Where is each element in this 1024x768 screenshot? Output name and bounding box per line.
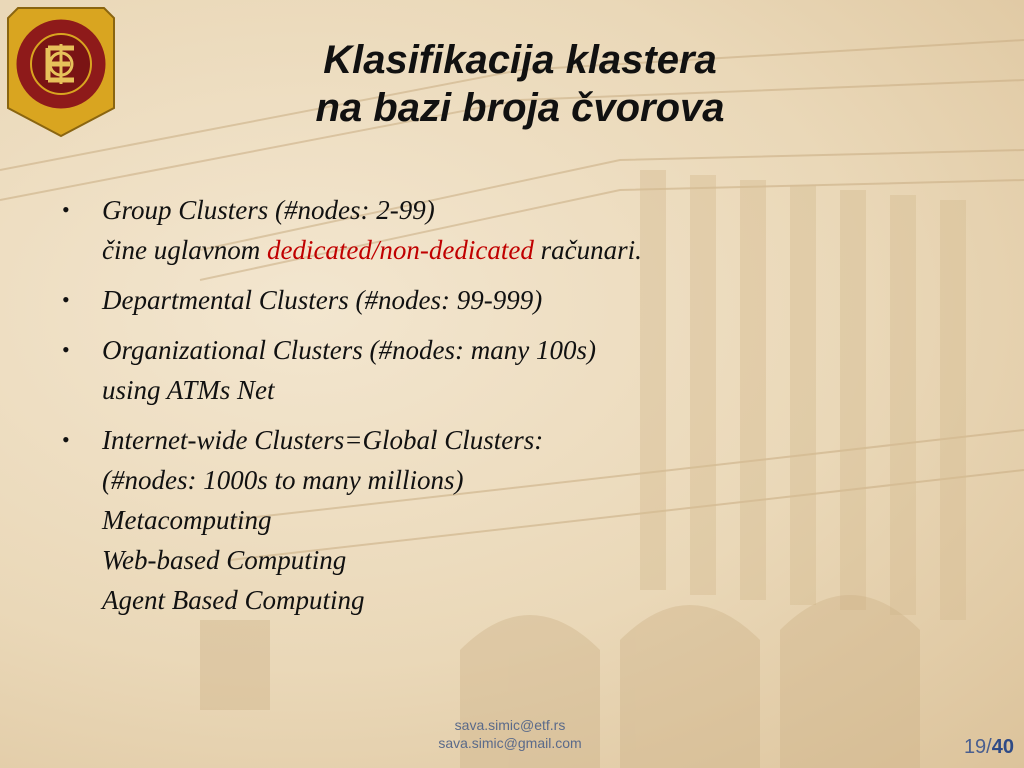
bullet-text: Group Clusters (#nodes: 2-99): [102, 195, 435, 225]
bullet-subtext-pre: čine uglavnom: [102, 235, 267, 265]
slide-title: [170, 36, 870, 132]
bullet-icon: •: [62, 427, 70, 452]
bullet-text: Departmental Clusters (#nodes: 99-999): [102, 285, 543, 315]
bullet-icon: •: [62, 287, 70, 312]
faculty-logo: [4, 4, 118, 140]
title-line-2: na bazi broja čvorova: [315, 86, 725, 130]
bullet-icon: •: [62, 197, 70, 222]
highlight-text: dedicated/non-dedicated: [266, 235, 534, 265]
bullet-subtext: (#nodes: 1000s to many millions): [102, 465, 464, 495]
footer-emails: [400, 716, 620, 752]
bullet-subtext: [102, 230, 956, 270]
bullet-item-internet-wide-clusters: [56, 420, 956, 620]
bullet-text: Organizational Clusters (#nodes: many 100s): [102, 335, 596, 365]
bullet-item-departmental-clusters: [56, 280, 956, 320]
page-current: 19/: [963, 736, 992, 758]
bullet-list: [56, 190, 956, 630]
faculty-emblem-icon: [8, 8, 114, 136]
bullet-text: Internet-wide Clusters=Global Clusters:: [102, 425, 544, 455]
bullet-subtext: Web-based Computing: [102, 545, 347, 575]
page-number: [964, 736, 1014, 759]
title-line-1: Klasifikacija klastera: [323, 38, 717, 82]
bullet-subtext: Metacomputing: [102, 505, 272, 535]
bullet-subtext: Agent Based Computing: [102, 585, 365, 615]
bullet-icon: •: [62, 337, 70, 362]
bullet-subtext: using ATMs Net: [102, 375, 275, 405]
bullet-item-organizational-clusters: [56, 330, 956, 410]
footer-email-2: sava.simic@gmail.com: [438, 735, 582, 751]
bullet-subtext-post: računari.: [533, 235, 642, 265]
footer-email-1: sava.simic@etf.rs: [454, 717, 566, 733]
bullet-item-group-clusters: [56, 190, 956, 270]
page-total: 40: [991, 736, 1014, 758]
